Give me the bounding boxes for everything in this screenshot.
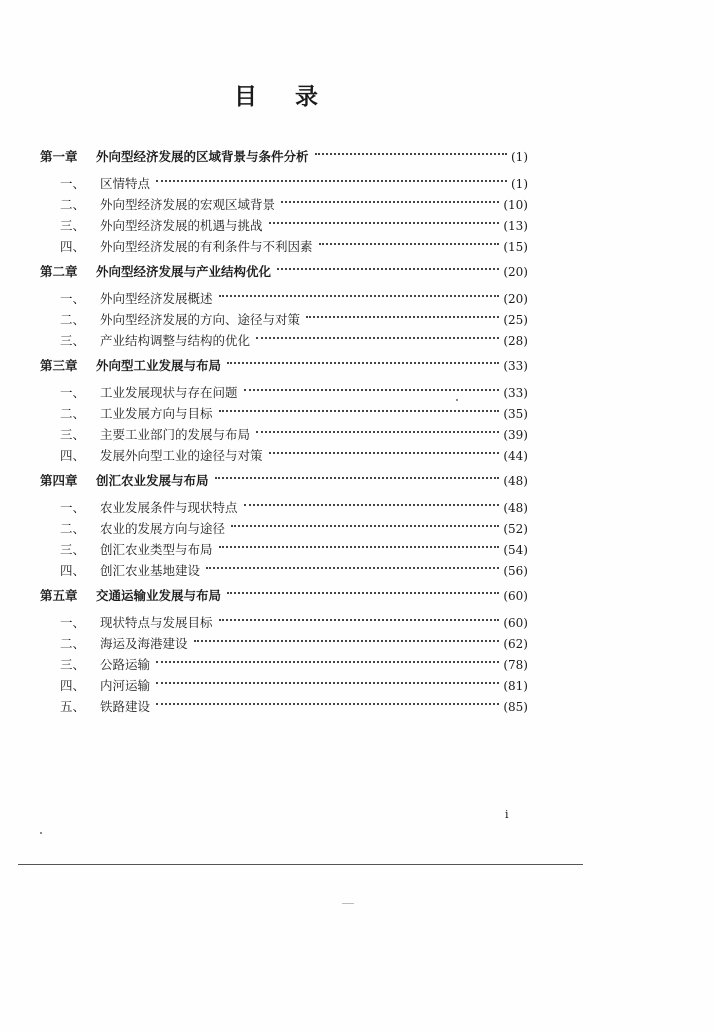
toc-entry-label: 区情特点 [100,176,151,191]
toc-entry-label: 外向型经济发展的方向、途径与对策 [100,312,301,327]
toc-entry-label: 产业结构调整与结构的优化 [100,333,251,348]
dot-leader [156,669,499,690]
toc-page-number: (25) [503,313,528,327]
toc-page-number: (52) [503,522,528,536]
toc-chapter-row[interactable] [40,464,528,488]
toc-chapter-row[interactable] [40,255,528,279]
dot-leader [215,464,500,485]
toc-entry-number: 一、 [60,176,86,191]
dot-leader [156,648,499,669]
toc-entry-label: 工业发展现状与存在问题 [100,385,238,400]
dot-leader [231,512,499,533]
toc-entry-number: 三、 [60,427,86,442]
dot-leader [219,533,500,554]
dot-leader [256,418,499,439]
toc-entry-label: 内河运输 [100,678,151,693]
toc-entry-number: 第二章 [40,264,78,279]
toc-entry-label: 创汇农业类型与布局 [100,542,213,557]
bottom-rule [18,864,583,865]
dot-leader [194,627,500,648]
toc-entry-label: 农业发展条件与现状特点 [100,500,238,515]
title-char-1: 目 [234,84,295,110]
toc-page-number: (81) [503,679,528,693]
toc-entry-number: 一、 [60,615,86,630]
toc-entry-number: 一、 [60,291,86,306]
toc-page-number: (44) [503,449,528,463]
toc-page-number: (35) [503,407,528,421]
page-title [0,78,590,111]
toc-entry-label: 公路运输 [100,657,151,672]
toc-page-number: (56) [503,564,528,578]
toc-page-number: (62) [503,637,528,651]
dot-leader [281,188,499,209]
toc-entry-label: 工业发展方向与目标 [100,406,213,421]
toc-entry-number: 四、 [60,448,86,463]
toc-entry-number: 一、 [60,385,86,400]
toc-entry-number: 四、 [60,239,86,254]
dot-leader [244,376,500,397]
dot-leader [256,324,499,345]
toc-entry-number: 四、 [60,563,86,578]
toc-section-row[interactable] [40,606,528,630]
toc-entry-label: 铁路建设 [100,699,151,714]
toc-page-number: (28) [503,334,528,348]
dot-leader [244,491,500,512]
toc-entry-number: 一、 [60,500,86,515]
dot-leader [269,439,500,460]
toc-entry-number: 五、 [60,699,86,714]
toc-entry-label: 外向型经济发展与产业结构优化 [96,264,272,279]
dot-leader [306,303,499,324]
toc-entry-number: 三、 [60,333,86,348]
toc-section-row[interactable] [40,491,528,515]
dot-leader [219,282,500,303]
toc-entry-number: 二、 [60,636,86,651]
toc-chapter-row[interactable] [40,140,528,164]
toc-section-row[interactable] [40,376,528,400]
toc-page-number: (48) [503,501,528,515]
toc-entry-label: 农业的发展方向与途径 [100,521,226,536]
dot-leader [227,349,499,370]
toc-page-number: (60) [503,589,528,603]
scan-speck [456,399,458,401]
scan-speck [40,832,42,834]
toc-page-number: (48) [503,474,528,488]
dot-leader [319,230,500,251]
toc-section-row[interactable] [40,282,528,306]
toc-page-number: (20) [503,292,528,306]
dot-leader [156,690,499,711]
title-char-2: 录 [295,84,356,110]
toc-page-number: (39) [503,428,528,442]
toc-entry-label: 创汇农业基地建设 [100,563,201,578]
toc-entry-number: 三、 [60,218,86,233]
toc-page-number: (54) [503,543,528,557]
toc-entry-label: 外向型经济发展的有利条件与不利因素 [100,239,313,254]
page-folio: i [505,808,509,821]
dot-leader [206,554,499,575]
toc-page-number: (33) [503,359,528,373]
toc-page-number: (33) [503,386,528,400]
dot-leader [227,579,499,600]
toc-entry-label: 外向型工业发展与布局 [96,358,222,373]
toc-entry-label: 外向型经济发展的机遇与挑战 [100,218,263,233]
toc-entry-number: 第四章 [40,473,78,488]
toc-page-number: (78) [503,658,528,672]
toc-entry-label: 创汇农业发展与布局 [96,473,209,488]
toc-entry-number: 四、 [60,678,86,693]
toc-chapter-row[interactable] [40,579,528,603]
scan-speck [342,903,354,904]
dot-leader [315,140,507,161]
toc-entry-number: 三、 [60,657,86,672]
toc-entry-label: 主要工业部门的发展与布局 [100,427,251,442]
toc-page-number: (10) [503,198,528,212]
toc-entry-number: 二、 [60,521,86,536]
toc-page-number: (15) [503,240,528,254]
toc-page-number: (60) [503,616,528,630]
toc-page-number: (1) [511,177,528,191]
toc-page-number: (85) [503,700,528,714]
toc-entry-label: 发展外向型工业的途径与对策 [100,448,263,463]
toc-entry-number: 三、 [60,542,86,557]
toc-entry-number: 二、 [60,197,86,212]
toc-entry-number: 第三章 [40,358,78,373]
toc-entry-label: 海运及海港建设 [100,636,188,651]
toc-entry-label: 外向型经济发展的宏观区域背景 [100,197,276,212]
dot-leader [277,255,499,276]
toc-section-row[interactable] [40,167,528,191]
toc-entry-label: 现状特点与发展目标 [100,615,213,630]
toc-page-number: (13) [503,219,528,233]
dot-leader [269,209,500,230]
toc-entry-number: 二、 [60,406,86,421]
toc-chapter-row[interactable] [40,349,528,373]
toc-entry-label: 外向型经济发展概述 [100,291,213,306]
toc-page-number: (20) [503,265,528,279]
dot-leader [156,167,507,188]
toc-entry-label: 外向型经济发展的区域背景与条件分析 [96,149,309,164]
table-of-contents [40,138,528,714]
toc-entry-label: 交通运输业发展与布局 [96,588,222,603]
toc-entry-number: 二、 [60,312,86,327]
toc-page-number: (1) [511,150,528,164]
toc-entry-number: 第五章 [40,588,78,603]
dot-leader [219,606,500,627]
toc-entry-number: 第一章 [40,149,78,164]
